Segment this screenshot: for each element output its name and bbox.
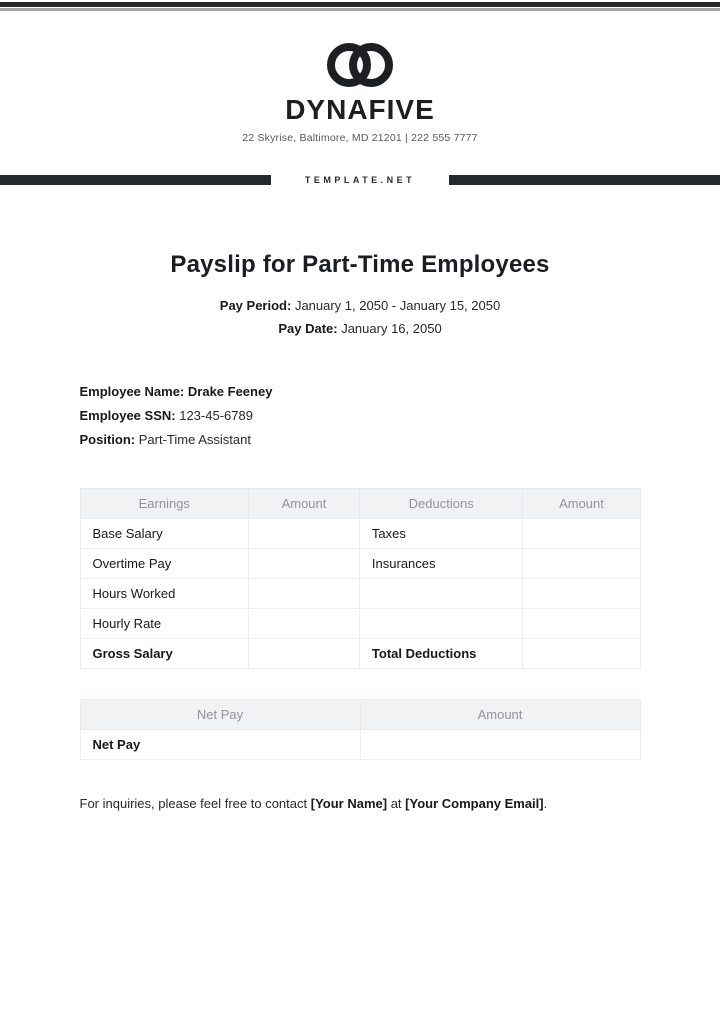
table-header-row [80,700,640,730]
net-pay-table [80,699,641,760]
top-rule-dark [0,2,720,7]
your-name-placeholder: [Your Name] [310,796,388,811]
pay-period-label: Pay Period: [219,298,292,313]
pay-date-value: January 16, 2050 [341,321,442,336]
cell-gross-salary: Gross Salary [80,639,249,669]
cell-earning: Hourly Rate [80,609,249,639]
employee-position-label: Position: [79,432,136,447]
inquiries-connector: at [390,796,402,811]
company-name: DYNAFIVE [285,94,435,125]
employee-name-label: Employee Name: [79,384,185,399]
company-email-placeholder: [Your Company Email] [405,796,544,811]
cell-deduction-amount [523,549,640,579]
table-row [80,579,640,609]
column-header-amount: Amount [360,700,640,730]
cell-deduction: Insurances [359,549,523,579]
cell-deduction-amount [523,609,640,639]
cell-earning: Overtime Pay [80,549,249,579]
employee-name-value: Drake Feeney [187,384,273,399]
letterhead [0,11,720,144]
column-header-earnings: Earnings [80,489,249,519]
employee-position-value: Part-Time Assistant [138,432,251,447]
template-net-watermark: TEMPLATE.NET [304,174,416,185]
table-row [80,730,640,760]
employee-ssn-value: 123-45-6789 [179,408,253,423]
interlocked-rings-icon [326,39,394,91]
employee-ssn-label: Employee SSN: [79,408,176,423]
cell-earning-amount [249,609,360,639]
cell-earning-amount [249,549,360,579]
cell-earning: Hours Worked [80,579,249,609]
cell-gross-salary-amount [249,639,360,669]
divider-bar-right [449,175,720,185]
cell-earning-amount [249,579,360,609]
pay-date-label: Pay Date: [278,321,338,336]
column-header-deductions: Deductions [359,489,523,519]
document-body [80,251,641,811]
divider-bar-left [0,175,271,185]
employee-info [80,380,641,452]
pay-period-line [80,294,641,317]
cell-total-deductions: Total Deductions [359,639,523,669]
employee-name-line [80,380,641,404]
column-header-amount-1: Amount [249,489,360,519]
table-header-row [80,489,640,519]
cell-deduction-amount [523,519,640,549]
cell-earning: Base Salary [80,519,249,549]
column-header-amount-2: Amount [523,489,640,519]
inquiries-prefix: For inquiries, please feel free to contact [79,796,308,811]
employee-position-line [80,428,641,452]
table-row [80,609,640,639]
pay-period-value: January 1, 2050 - January 15, 2050 [294,298,501,313]
table-row [80,519,640,549]
template-net-divider [0,174,720,185]
cell-deduction [359,609,523,639]
pay-info [80,294,641,340]
earnings-deductions-table [80,488,641,669]
table-row [80,549,640,579]
cell-net-pay: Net Pay [80,730,360,760]
cell-deduction-amount [523,579,640,609]
employee-ssn-line [80,404,641,428]
cell-net-pay-amount [360,730,640,760]
table-total-row [80,639,640,669]
inquiries-note [80,796,641,811]
inquiries-suffix: . [543,796,548,811]
cell-earning-amount [249,519,360,549]
cell-deduction: Taxes [359,519,523,549]
company-address: 22 Skyrise, Baltimore, MD 21201 | 222 555 7777 [242,132,478,144]
cell-total-deductions-amount [523,639,640,669]
pay-date-line [80,317,641,340]
cell-deduction [359,579,523,609]
column-header-net-pay: Net Pay [80,700,360,730]
page-title: Payslip for Part-Time Employees [170,251,550,278]
